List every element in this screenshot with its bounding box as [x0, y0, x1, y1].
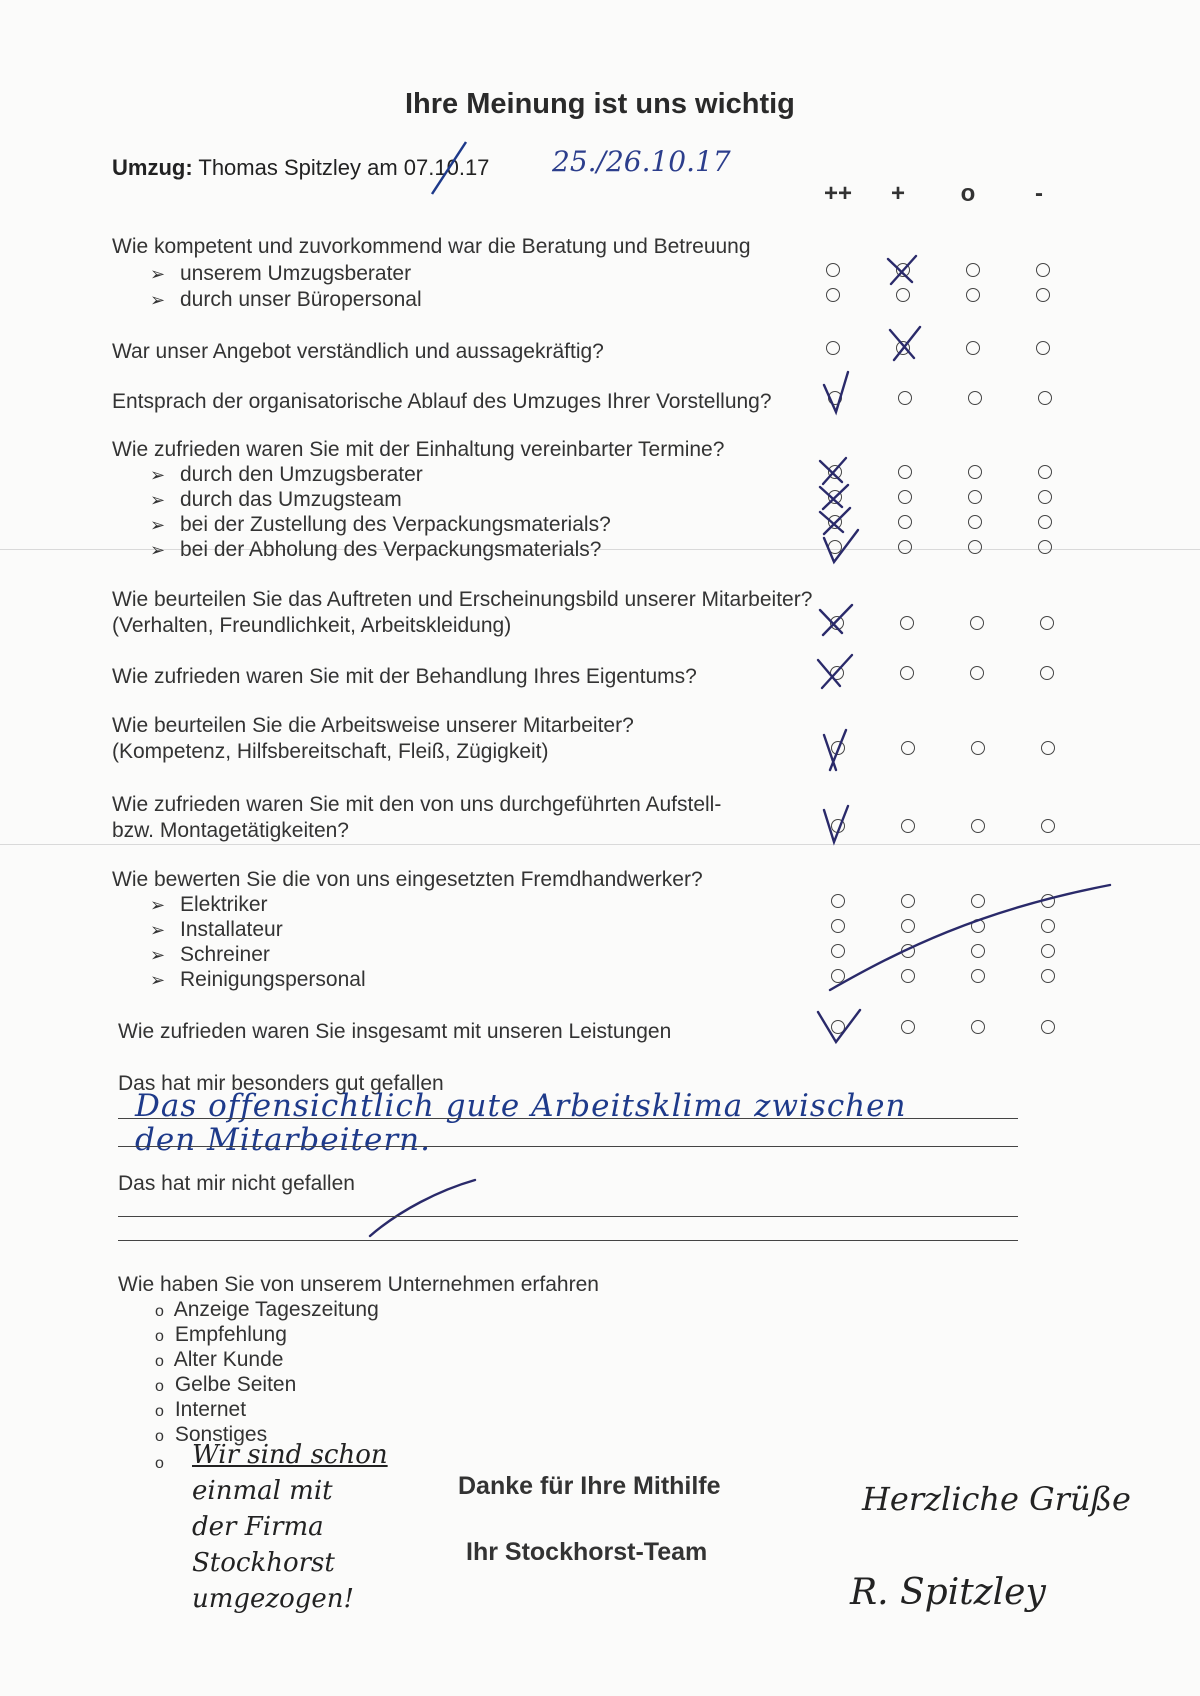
column-header-good: + [890, 180, 905, 207]
sub-item: ➢ bei der Abholung des Verpackungsmaterials? [150, 538, 602, 561]
page-title: Ihre Meinung ist uns wichtig [405, 88, 795, 120]
question-property: Wie zufrieden waren Sie mit der Behandlung Ihres Eigentums? [112, 665, 697, 688]
column-header-neutral: o [960, 180, 976, 207]
column-header-very-good: ++ [823, 180, 853, 207]
question-working-style-detail: (Kompetenz, Hilfsbereitschaft, Fleiß, Zügigkeit) [112, 740, 549, 763]
arrow-bullet-icon: ➢ [150, 490, 166, 510]
craftsmen-strike-line [830, 885, 1110, 990]
source-option[interactable]: o Anzeige Tageszeitung [155, 1298, 379, 1321]
check-mark [820, 605, 852, 635]
answer-line [118, 1146, 1018, 1147]
arrow-bullet-icon: ➢ [150, 290, 166, 310]
check-mark [888, 256, 916, 284]
question-appointments: Wie zufrieden waren Sie mit der Einhaltung vereinbarter Termine? [112, 438, 725, 461]
question-offer: War unser Angebot verständlich und aussagekräftig? [112, 340, 604, 363]
sub-item: ➢ durch das Umzugsteam [150, 488, 402, 511]
question-appearance-detail: (Verhalten, Freundlichkeit, Arbeitskleidung) [112, 614, 512, 637]
question-organisation: Entsprach der organisatorische Ablauf des Umzuges Ihrer Vorstellung? [112, 390, 772, 413]
column-header-bad: - [1035, 180, 1043, 207]
umzug-text: Thomas Spitzley am 07.10.17 [198, 155, 490, 180]
sub-item: ➢ durch den Umzugsberater [150, 463, 423, 486]
check-mark [824, 530, 858, 562]
liked-answer-line2: den Mitarbeitern. [135, 1122, 431, 1158]
question-working-style: Wie beurteilen Sie die Arbeitsweise unserer Mitarbeiter? [112, 714, 634, 737]
other-answer-line1: Wir sind schon [192, 1440, 388, 1470]
question-assembly-detail: bzw. Montagetätigkeiten? [112, 819, 349, 842]
sub-item: ➢ unserem Umzugsberater [150, 262, 412, 285]
source-option[interactable]: o Sonstiges [155, 1423, 268, 1446]
source-option[interactable]: o Internet [155, 1398, 247, 1421]
other-answer-line4: Stockhorst [192, 1548, 335, 1578]
check-mark [818, 1010, 860, 1042]
liked-label: Das hat mir besonders gut gefallen [118, 1072, 444, 1095]
other-answer-line5: umgezogen! [192, 1584, 355, 1614]
source-option-other[interactable]: o [155, 1455, 164, 1472]
dislike-strike-line [370, 1180, 475, 1236]
check-mark [824, 730, 846, 770]
source-option[interactable]: o Empfehlung [155, 1323, 287, 1346]
arrow-bullet-icon: ➢ [150, 264, 166, 284]
sub-item: ➢ durch unser Büropersonal [150, 288, 422, 311]
other-answer-line2: einmal mit [192, 1476, 333, 1506]
question-overall: Wie zufrieden waren Sie insgesamt mit unseren Leistungen [118, 1020, 672, 1043]
question-appearance: Wie beurteilen Sie das Auftreten und Erscheinungsbild unserer Mitarbeiter? [112, 588, 813, 611]
arrow-bullet-icon: ➢ [150, 895, 166, 915]
check-mark [820, 458, 846, 484]
liked-answer-line1: Das offensichtlich gute Arbeitsklima zwischen [135, 1088, 907, 1124]
source-option[interactable]: o Alter Kunde [155, 1348, 284, 1371]
question-consultation: Wie kompetent und zuvorkommend war die Beratung und Betreuung [112, 235, 751, 258]
greeting-handwritten: Herzliche Grüße [862, 1480, 1131, 1518]
check-mark [818, 655, 852, 688]
arrow-bullet-icon: ➢ [150, 540, 166, 560]
source-option[interactable]: o Gelbe Seiten [155, 1373, 297, 1396]
arrow-bullet-icon: ➢ [150, 515, 166, 535]
source-question: Wie haben Sie von unserem Unternehmen erfahren [118, 1273, 599, 1296]
arrow-bullet-icon: ➢ [150, 920, 166, 940]
sub-item: ➢ Elektriker [150, 893, 268, 916]
handwritten-date: 25./26.10.17 [552, 145, 731, 178]
disliked-label: Das hat mir nicht gefallen [118, 1172, 355, 1195]
check-mark [820, 508, 850, 534]
sub-item: ➢ Schreiner [150, 943, 270, 966]
thanks-text: Danke für Ihre Mithilfe [458, 1472, 721, 1500]
arrow-bullet-icon: ➢ [150, 945, 166, 965]
umzug-label: Umzug: [112, 155, 193, 180]
answer-line [118, 1240, 1018, 1241]
check-mark [820, 485, 848, 509]
check-mark [824, 806, 848, 842]
check-mark [824, 372, 848, 412]
answer-line [118, 1216, 1018, 1217]
check-mark [890, 327, 920, 360]
question-craftsmen: Wie bewerten Sie die von uns eingesetzten Fremdhandwerker? [112, 868, 703, 891]
sub-item: ➢ Reinigungspersonal [150, 968, 366, 991]
sub-item: ➢ Installateur [150, 918, 283, 941]
answer-line [118, 1118, 1018, 1119]
other-answer-line3: der Firma [192, 1512, 324, 1542]
signature: R. Spitzley [850, 1572, 1046, 1613]
question-assembly: Wie zufrieden waren Sie mit den von uns durchgeführten Aufstell- [112, 793, 722, 816]
arrow-bullet-icon: ➢ [150, 465, 166, 485]
sub-item: ➢ bei der Zustellung des Verpackungsmaterials? [150, 513, 611, 536]
team-text: Ihr Stockhorst-Team [466, 1538, 708, 1566]
arrow-bullet-icon: ➢ [150, 970, 166, 990]
